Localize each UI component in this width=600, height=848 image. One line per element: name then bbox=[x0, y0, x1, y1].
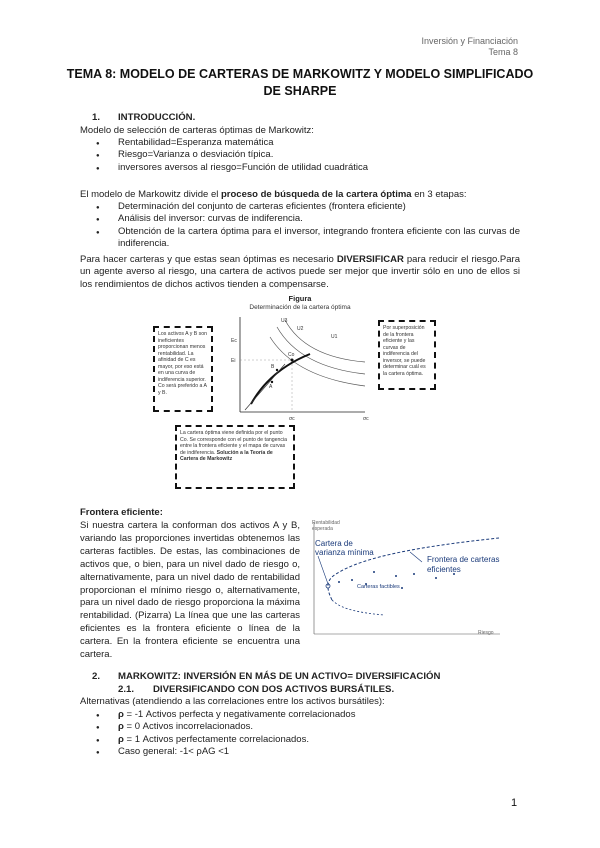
label-ec: Ec bbox=[231, 338, 237, 344]
label-u1: U1 bbox=[331, 334, 338, 340]
stages-intro-bold: proceso de búsqueda de la cartera óptima bbox=[220, 189, 412, 200]
figure-title: Figura bbox=[288, 294, 312, 303]
label-u3: U3 bbox=[281, 318, 288, 324]
rho-symbol: ρ bbox=[118, 709, 124, 720]
point-co bbox=[291, 359, 294, 362]
correlation-text: = -1 Activos perfecta y negativamente correlacionados bbox=[123, 709, 356, 720]
section-2-heading: MARKOWITZ: INVERSIÓN EN MÁS DE UN ACTIVO= DIVERSIFICACIÓN bbox=[118, 671, 441, 682]
frontier-arrow bbox=[410, 552, 422, 562]
note-superposition: Por superposición de la frontera eficiente y las curvas de indiferencia del inversor, se puede determinar cuál es la cartera óptima. bbox=[378, 320, 436, 390]
frontier-paragraph: Si nuestra cartera la conforman dos activos A y B, variando las proporciones invertidas obtenemos las carteras factibles. De estas, las combinaciones de activos que, o bien, para un nivel dado de riesgo o, alternativamente, para un nivel dado de rentabilidad proporcionan el mínimo riesgo o, alternativamente, para un nivel dado de riesgo proporciona la máxima rentabilidad. (Pizarra) La línea que une las carteras eficientes es la frontera eficiente o línea de la cartera. En la frontera eficiente se encuentra una cartera. bbox=[80, 520, 300, 661]
chart-y-label: Rentabilidad esperada bbox=[312, 520, 340, 532]
note-inefficient-assets: Los activos A y B son ineficientes proporcionan menos rentabilidad. La afinidad de C es mayor, por eso está en una curva de indiferencia superior. Co será preferido a A y B. bbox=[153, 326, 213, 412]
section-1-heading: INTRODUCCIÓN. bbox=[118, 112, 196, 123]
subsection-2-1-heading: DIVERSIFICANDO CON DOS ACTIVOS BURSÁTILES. bbox=[153, 684, 395, 695]
diversify-text: Para hacer carteras y que estas sean óptimas es necesario bbox=[80, 254, 337, 265]
feasible-point bbox=[338, 581, 340, 583]
diversify-text-end: para reducir el riesgo.Para un agente averso al riesgo, una cartera de activos puede ser mejor que invertir sólo en uno de ellos si los rendimientos de dichos activos tienden a compensarse. bbox=[80, 254, 520, 290]
rho-symbol: ρ bbox=[118, 721, 124, 733]
feasible-point bbox=[351, 579, 353, 581]
efficient-frontier-label: Frontera de carteras eficientes bbox=[427, 555, 500, 574]
indifference-curve-u2 bbox=[277, 327, 365, 374]
label-ei: Ei bbox=[231, 358, 236, 364]
label-sigma-c: σc bbox=[289, 416, 295, 422]
point-b bbox=[276, 369, 278, 371]
stages-intro-end: en 3 etapas: bbox=[411, 189, 467, 200]
chart-x-label: Riesgo bbox=[478, 630, 494, 636]
list-item bbox=[118, 721, 518, 733]
feasible-point bbox=[401, 587, 403, 589]
list-item bbox=[118, 734, 518, 746]
header-topic: Tema 8 bbox=[488, 47, 518, 57]
efficient-frontier-chart bbox=[304, 518, 504, 638]
tangent-line bbox=[245, 364, 285, 410]
running-header bbox=[421, 36, 518, 58]
list-item bbox=[118, 746, 518, 758]
efficient-frontier-curve bbox=[251, 354, 310, 404]
optimal-portfolio-diagram bbox=[215, 312, 375, 427]
page-title: TEMA 8: MODELO DE CARTERAS DE MARKOWITZ Y MODELO SIMPLIFICADO DE SHARPE bbox=[66, 67, 534, 98]
correlation-list bbox=[118, 709, 518, 759]
label-co: Co bbox=[288, 352, 295, 358]
feasible-point bbox=[435, 577, 437, 579]
subsection-2-1-number: 2.1. bbox=[118, 684, 135, 695]
header-course: Inversión y Financiación bbox=[421, 36, 518, 46]
optimal-note-bold: Solución a la Teoría de Cartera de Markowitz bbox=[180, 449, 273, 462]
intro-lead: Modelo de selección de carteras óptimas de Markowitz: bbox=[80, 125, 314, 136]
list-item: ● Obtención de la cartera óptima para el inversor, integrando frontera eficiente con las curvas de indiferencia. bbox=[118, 226, 520, 251]
label-a: A bbox=[269, 384, 273, 390]
frontier-heading: Frontera eficiente: bbox=[80, 507, 163, 518]
intro-bullet-list bbox=[118, 137, 518, 174]
feasible-point bbox=[373, 571, 375, 573]
inefficient-branch bbox=[332, 600, 384, 615]
list-item: ● inversores aversos al riesgo=Función de utilidad cuadrática bbox=[118, 162, 518, 174]
correlation-text: = 0 Activos incorrelacionados. bbox=[123, 721, 253, 733]
min-variance-arrow bbox=[318, 556, 328, 584]
figure-subtitle: Determinación de la cartera óptima bbox=[249, 304, 351, 311]
feasible-point bbox=[413, 573, 415, 575]
note-optimal-portfolio bbox=[175, 425, 295, 489]
diversify-paragraph bbox=[80, 254, 520, 291]
list-item: ● Determinación del conjunto de carteras eficientes (frontera eficiente) bbox=[118, 201, 520, 213]
indifference-curve-u1 bbox=[270, 337, 365, 386]
rho-symbol: ρ bbox=[118, 733, 124, 745]
optimal-note-text: La cartera óptima viene definida por el punto Co. Se corresponde con el punto de tangencia entre la frontera eficiente y el mapa de curvas de indiferencia. bbox=[180, 430, 287, 456]
list-item: ● Análisis del inversor: curvas de indiferencia. bbox=[118, 213, 520, 225]
label-b: B bbox=[271, 364, 275, 370]
point-a bbox=[271, 381, 273, 383]
feasible-point bbox=[395, 575, 397, 577]
stages-list bbox=[118, 201, 520, 251]
feasible-label: Carteras factibles bbox=[357, 584, 400, 590]
stages-intro-text: El modelo de Markowitz divide el bbox=[80, 189, 221, 200]
section-1-number: 1. bbox=[92, 112, 101, 123]
correlation-text: = 1 Activos perfectamente correlacionados. bbox=[123, 733, 309, 745]
markowitz-stages-intro bbox=[80, 189, 520, 201]
diversify-bold: DIVERSIFICAR bbox=[336, 254, 404, 265]
page-number: 1 bbox=[511, 797, 518, 809]
list-item: ● Riesgo=Varianza o desviación típica. bbox=[118, 149, 518, 161]
section-2-number: 2. bbox=[92, 671, 101, 682]
alternatives-lead: Alternativas (atendiendo a las correlaciones entre los activos bursátiles): bbox=[80, 696, 385, 707]
correlation-text: Caso general: -1< ρAG <1 bbox=[118, 746, 230, 758]
min-variance-label: Cartera de varianza mínima bbox=[315, 539, 374, 557]
list-item: ● Rentabilidad=Esperanza matemática bbox=[118, 137, 518, 149]
label-u2: U2 bbox=[297, 326, 304, 332]
label-sigma-axis: σc bbox=[363, 416, 369, 422]
list-item bbox=[118, 709, 518, 721]
